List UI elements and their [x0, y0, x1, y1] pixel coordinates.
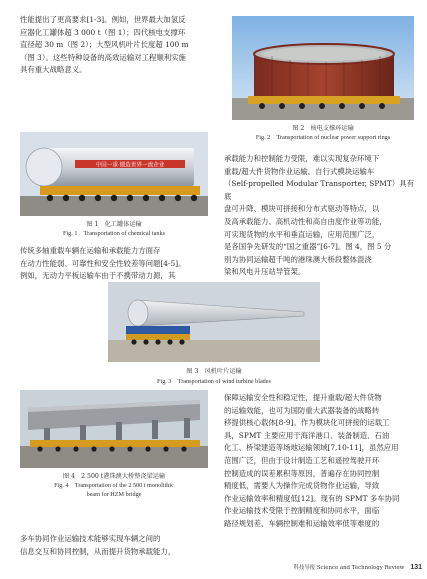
- figure-1-image: [20, 132, 208, 216]
- paragraph-spmt: 承载能力和控制能力受限，难以实现复杂环境下 重载/超大件货物作业运输。自行式模块运输车 （Self-propelled Modular Transporter, SPMT）具有底 盘可升降、模块可拼接和分布式驱动等特点，以 及高承载能力、高机动性和高自由度作业等功能， 可实现货物的水平和垂直运输，应用范围广泛， 是各国争先研发的“国之重器”[6-7]。图 4，图 5 分 别为协同运输超千吨的港珠澳大桥段整体混浇 梁和风电升压站导管架。: [224, 154, 414, 277]
- figure-2-caption-en: Fig. 2 Transportation of nuclear power support rings: [255, 134, 391, 141]
- figure-3-image: [108, 282, 320, 362]
- figure-4-caption-cn: 图 4 2 500 t港珠澳大桥整浇梁运输: [62, 473, 166, 480]
- figure-4-image: [20, 390, 208, 468]
- page-number: 131: [410, 563, 422, 571]
- figure-1-caption-en: Fig. 1 Transportation of chemical tanks: [62, 230, 166, 237]
- paragraph-cooperative-transport: 多车协同作业运输技术能够实现车辆之间的 信息交互和协同控制，从而提升货物承载能力，: [20, 534, 176, 556]
- figure-1-caption-cn: 图 1 化工罐体运输: [86, 221, 142, 228]
- figure-3-caption-en: Fig. 3 Transportation of wind turbine blades: [157, 378, 271, 385]
- page-footer: [293, 562, 422, 572]
- figure-4-caption-en: Fig. 4 Transportation of the 2 500 t monolithic beam for HZM bridge: [54, 482, 174, 498]
- figure-3-caption-cn: 图 3 风机叶片运输: [186, 368, 242, 375]
- figure-2-caption-cn: 图 2 核电支撑环运输: [292, 125, 354, 132]
- journal-name: 科技导报 Science and Technology Review: [293, 565, 405, 571]
- figure-2-image: [232, 16, 414, 120]
- tank-label: 中国一重·锻造世界一流企业: [95, 162, 165, 169]
- paragraph-intro: 性能提出了更高要求[1-3]。例如，世界最大加氢反 应器化工罐体超 3 000 t（图 1）；四代核电支撑环 直径超 30 m（图 2）；大型风机叶片长度超 100 m （图 3）。这些特种设备的高效运输对工程顺利实施 具有重大战略意义。: [20, 15, 189, 75]
- paragraph-spmt-applications: 保障运输安全性和稳定性，提升重载/超大件货物 的运输效能，也可为国防重大武器装备的战略转 移提供核心载体[8-9]。作为模块化可拼接的运载工 具，SPMT 主要应用于海洋港口、装备制造、石油 化工、桥梁建造等场地运输领域[7,10-11]，虽然应用 范围广泛，但由于设计制造工艺和遥控驾驶开环 控制造成的误差累积等原因，普遍存在协同控制 精度低，需要人为操作完成货物作业运输，导致 作业运输效率和精度低[12]。现有的 SPMT 多车协同 作业运输技术受限于控制精度和协同水平，面临 路径规划差、车辆控制难和运输效率低等难度的: [224, 393, 400, 528]
- paragraph-traditional-vehicles: 传统多轴重载车辆在运输和承载能力方面存 在动力性能弱、可靠性和安全性较差等问题[4-5]。 例如，无动力平板运输车由于不携带动力源，其: [20, 246, 186, 281]
